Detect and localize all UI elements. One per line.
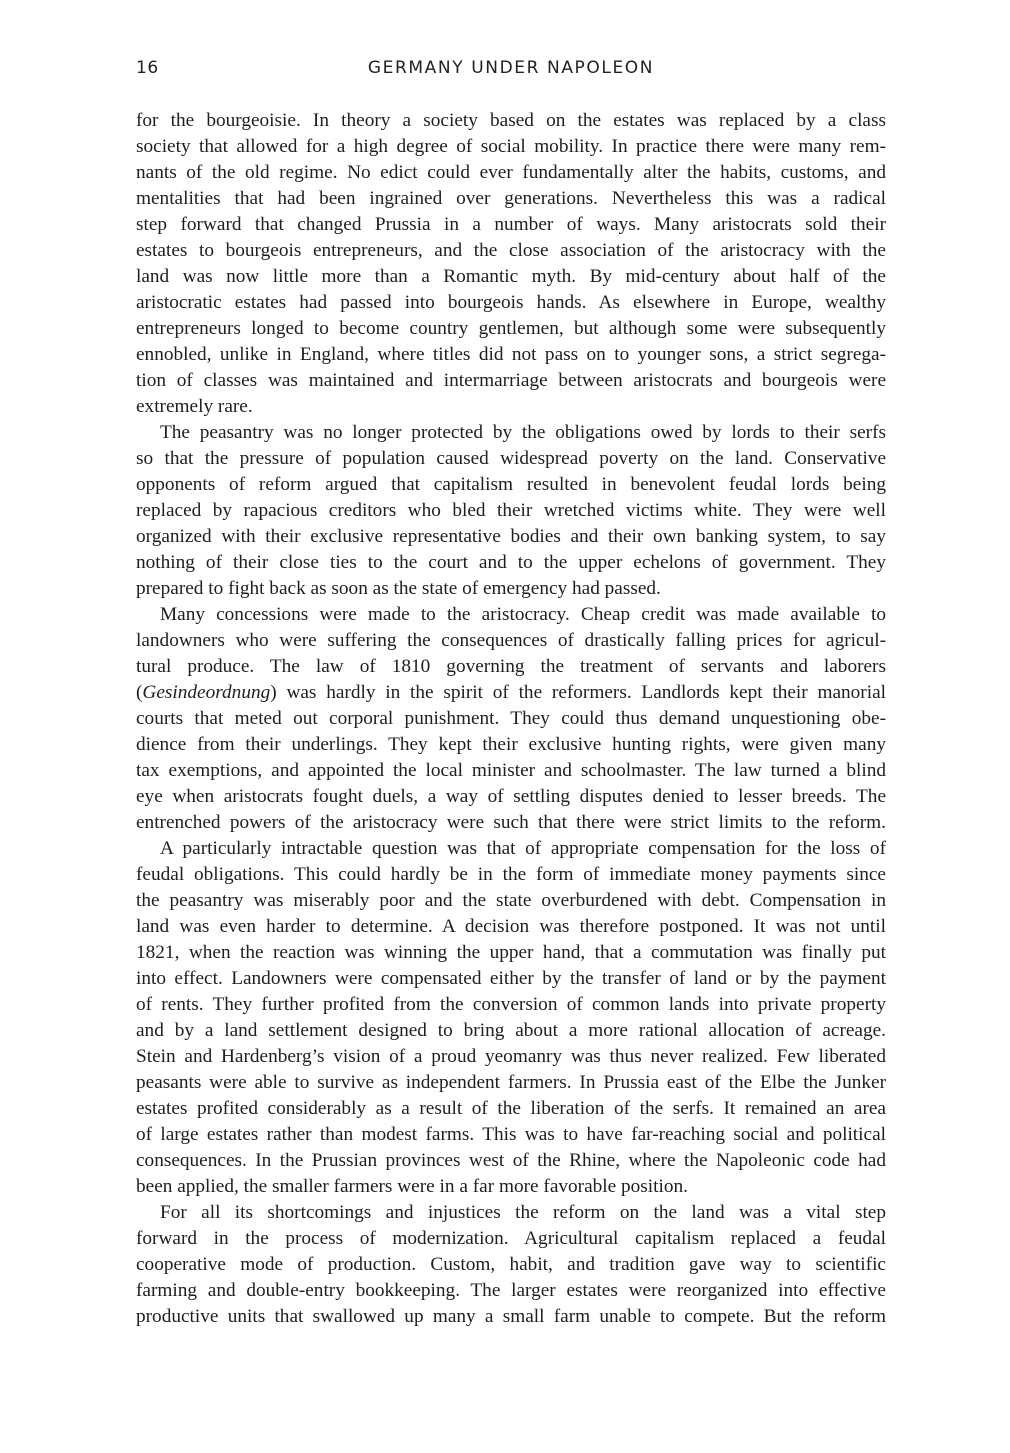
text-line: land was now little more than a Romantic myth. By mid-century about half of the [136,266,886,287]
text-line: replaced by rapacious creditors who bled their wretched victims white. They were well [136,500,886,521]
text-line: the peasantry was miserably poor and the state overburdened with debt. Compensation in [136,890,886,911]
running-title: GERMANY UNDER NAPOLEON [367,58,655,78]
open-paren: ( [136,682,143,703]
paragraph-4 [136,836,886,1200]
text-line: been applied, the smaller farmers were in a far more favorable position. [136,1176,688,1197]
text-line: so that the pressure of population caused widespread poverty on the land. Conservative [136,448,886,469]
paragraph-2 [136,420,886,602]
text-line: productive units that swallowed up many a small farm unable to compete. But the reform [136,1306,886,1327]
text-line: courts that meted out corporal punishment. They could thus demand unquestioning obe- [136,708,886,729]
body-text [136,108,886,1330]
text-line: cooperative mode of production. Custom, habit, and tradition gave way to scientific [136,1254,886,1275]
text-line: of rents. They further profited from the conversion of common lands into private property [136,994,886,1015]
text-line: tion of classes was maintained and intermarriage between aristocrats and bourgeois were [136,370,886,391]
text-line: land was even harder to determine. A decision was therefore postponed. It was not until [136,916,886,937]
text-line: farming and double-entry bookkeeping. The larger estates were reorganized into effective [136,1280,886,1301]
text-line: society that allowed for a high degree of social mobility. In practice there were many rem- [136,136,886,157]
text-line: nants of the old regime. No edict could ever fundamentally alter the habits, customs, and [136,162,886,183]
text-line: for the bourgeoisie. In theory a society based on the estates was replaced by a class [136,110,886,131]
text-line: For all its shortcomings and injustices the reform on the land was a vital step [160,1202,886,1223]
text-line: tural produce. The law of 1810 governing the treatment of servants and laborers [136,656,886,677]
text-line: step forward that changed Prussia in a number of ways. Many aristocrats sold their [136,214,886,235]
text-line: peasants were able to survive as independent farmers. In Prussia east of the Elbe the Junker [136,1072,886,1093]
text-line: entrepreneurs longed to become country gentlemen, but although some were subsequently [136,318,886,339]
text-line: eye when aristocrats fought duels, a way of settling disputes denied to lesser breeds. The [136,786,886,807]
text-line: A particularly intractable question was that of appropriate compensation for the loss of [160,838,886,859]
text-line: opponents of reform argued that capitalism resulted in benevolent feudal lords being [136,474,886,495]
text-line: entrenched powers of the aristocracy were such that there were strict limits to the reform. [136,812,886,833]
text-line: prepared to fight back as soon as the state of emergency had passed. [136,578,661,599]
text-line: organized with their exclusive representative bodies and their own banking system, to say [136,526,886,547]
text-line: Stein and Hardenberg’s vision of a proud yeomanry was thus never realized. Few liberated [136,1046,886,1067]
text-line: consequences. In the Prussian provinces west of the Rhine, where the Napoleonic code had [136,1150,886,1171]
text-line: landowners who were suffering the consequences of drastically falling prices for agricul- [136,630,886,651]
text-line-with-italic-term [136,680,886,706]
text-line: forward in the process of modernization. Agricultural capitalism replaced a feudal [136,1228,886,1249]
text-line: feudal obligations. This could hardly be in the form of immediate money payments since [136,864,886,885]
text-line: 1821, when the reaction was winning the upper hand, that a commutation was finally put [136,942,886,963]
text-line: of large estates rather than modest farms. This was to have far-reaching social and political [136,1124,886,1145]
text-line: nothing of their close ties to the court and to the upper echelons of government. They [136,552,886,573]
text-line: dience from their underlings. They kept their exclusive hunting rights, were given many [136,734,886,755]
text-line: into effect. Landowners were compensated either by the transfer of land or by the payment [136,968,886,989]
line-rest: ) was hardly in the spirit of the reformers. Landlords kept their manorial [270,682,886,703]
italic-term: Gesindeordnung [142,682,271,703]
text-line: estates profited considerably as a result of the liberation of the serfs. It remained an area [136,1098,886,1119]
running-head [136,58,886,84]
text-line: Many concessions were made to the aristocracy. Cheap credit was made available to [160,604,886,625]
page-number: 16 [136,58,159,78]
text-line: ennobled, unlike in England, where titles did not pass on to younger sons, a strict segrega- [136,344,886,365]
paragraph-1 [136,108,886,420]
text-line: The peasantry was no longer protected by the obligations owed by lords to their serfs [160,422,886,443]
paragraph-3 [136,602,886,836]
text-line: and by a land settlement designed to bring about a more rational allocation of acreage. [136,1020,886,1041]
text-line: aristocratic estates had passed into bourgeois hands. As elsewhere in Europe, wealthy [136,292,886,313]
paragraph-5 [136,1200,886,1330]
text-line: estates to bourgeois entrepreneurs, and the close association of the aristocracy with the [136,240,886,261]
text-line: tax exemptions, and appointed the local minister and schoolmaster. The law turned a blind [136,760,886,781]
text-line: extremely rare. [136,396,253,417]
text-line: mentalities that had been ingrained over generations. Nevertheless this was a radical [136,188,886,209]
